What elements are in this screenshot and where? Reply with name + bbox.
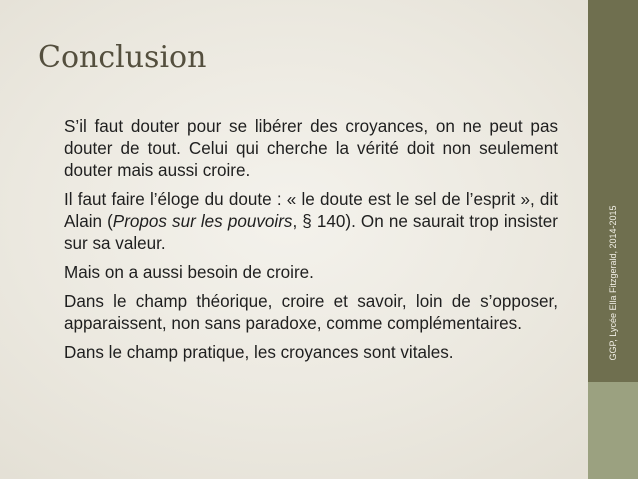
paragraph-praise-of-doubt — [64, 189, 558, 255]
sidebar-accent-block — [588, 382, 638, 479]
footer-text: GGP, Lycée Ella Fitzgerald, 2014-2015 — [608, 205, 618, 361]
paragraph-doubt-limits: S’il faut douter pour se libérer des croyances, on ne peut pas douter de tout. Celui qui cherche la vérité doit non seulement douter mais aussi croire. — [64, 117, 558, 180]
sidebar-band — [588, 0, 638, 479]
paragraph-praise-text-end: , § 140). On ne saurait trop insister sur sa valeur. — [64, 212, 558, 253]
paragraph-theoretical-field: Dans le champ théorique, croire et savoir, loin de s’opposer, apparaissent, non sans paradoxe, comme complémentaires. — [64, 292, 558, 333]
paragraph-need-to-believe: Mais on a aussi besoin de croire. — [64, 263, 314, 282]
slide-body — [64, 116, 558, 364]
book-title: Propos sur les pouvoirs — [112, 212, 293, 231]
paragraph-praise-text: Il faut faire l’éloge du doute : « le doute est le sel de l’esprit », dit Alain ( — [64, 190, 558, 231]
paragraph-practical-field: Dans le champ pratique, les croyances sont vitales. — [64, 343, 454, 362]
slide-title: Conclusion — [38, 40, 207, 75]
